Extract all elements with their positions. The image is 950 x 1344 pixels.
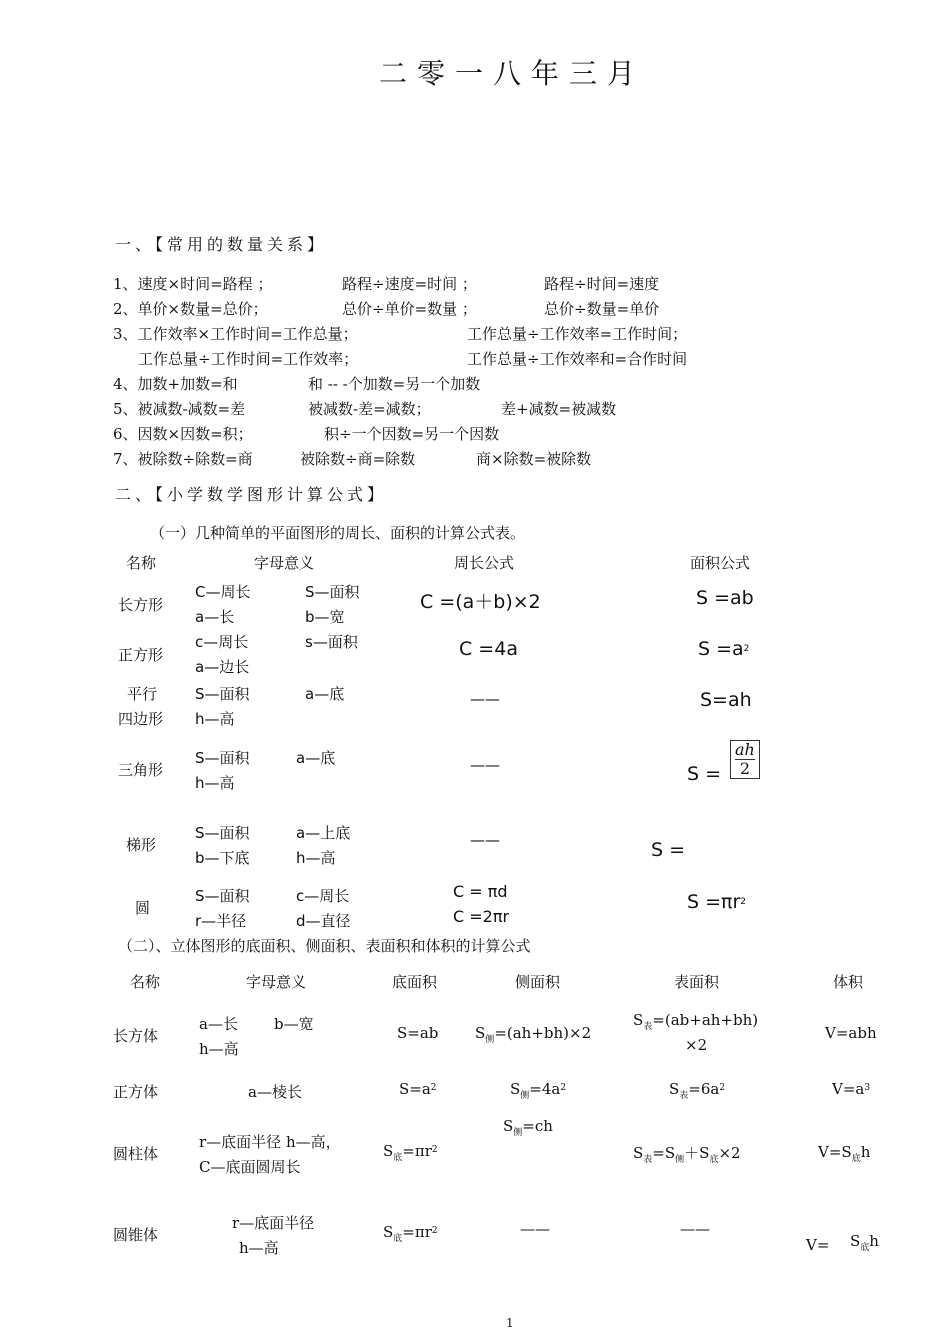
t2-cyl-surf-rest: =S — [652, 1144, 676, 1162]
t2-cube-vol-text: V=a — [832, 1080, 865, 1098]
t2-cone-base-sub: 底 — [393, 1234, 403, 1244]
t2-cone-m2: h—高 — [239, 1239, 279, 1257]
t1-circle-perimeter2: C =2πr — [453, 907, 510, 926]
t1-tri-area: S = — [687, 763, 722, 785]
t2-cube-surf-exp: 2 — [719, 1083, 726, 1093]
t1-trap-m2a: a—上底 — [296, 824, 351, 842]
t2-cube-side — [510, 1080, 566, 1101]
t2-cyl-side — [503, 1117, 553, 1138]
t1-para-m2a: a—底 — [305, 685, 345, 703]
t2-cone-base-s: S — [383, 1223, 394, 1241]
t2-cyl-side-s: S — [503, 1117, 514, 1135]
t2-cube-base-exp: 2 — [430, 1083, 437, 1093]
t1-square-m1b: a—边长 — [195, 658, 250, 676]
t2-cube-volume — [832, 1080, 870, 1098]
t2-cyl-surf-s: S — [633, 1144, 644, 1162]
t1-rect-m1a: C—周长 — [195, 583, 251, 601]
t2-cyl-vol-text: V=S — [818, 1143, 852, 1161]
subsection2-title: （二）、立体图形的底面积、侧面积、表面积和体积的计算公式 — [118, 937, 531, 955]
t1-square-perimeter: C =4a — [459, 638, 518, 660]
t1-para-m1b: h—高 — [195, 710, 235, 728]
t2-cyl-vol-sub: 底 — [851, 1154, 861, 1164]
fraction-numerator: ah — [735, 740, 755, 759]
t2-header-volume: 体积 — [833, 973, 864, 991]
t1-circle-m2a: c—周长 — [296, 887, 350, 905]
t2-cuboid-m1: a—长 — [199, 1015, 238, 1033]
t1-para-area: S=ah — [700, 689, 752, 711]
t1-tri-name: 三角形 — [118, 761, 164, 779]
t2-cyl-base — [383, 1142, 438, 1163]
t2-cone-vol-rest: h — [869, 1232, 879, 1250]
t2-cube-side-sub: 侧 — [520, 1091, 530, 1101]
t2-header-base: 底面积 — [392, 973, 438, 991]
t1-header-meaning: 字母意义 — [254, 554, 315, 572]
t1-trap-perimeter: —— — [470, 831, 500, 849]
t2-cyl-volume — [818, 1143, 870, 1164]
line1-c: 路程÷时间=速度 — [544, 275, 660, 293]
fraction-denominator: 2 — [739, 759, 751, 778]
t1-trap-m1b: b—下底 — [195, 849, 250, 867]
subsection1-title: （一）几种简单的平面图形的周长、面积的计算公式表。 — [150, 524, 526, 542]
t1-rect-name: 长方形 — [118, 596, 164, 614]
line5-a: 5、被减数-减数=差 — [113, 400, 246, 418]
line2-c: 总价÷数量=单价 — [544, 300, 660, 318]
t1-header-perimeter: 周长公式 — [454, 554, 515, 572]
t1-tri-perimeter: —— — [470, 756, 500, 774]
line7-b: 被除数÷商=除数 — [300, 450, 416, 468]
t1-square-m2a: s—面积 — [305, 633, 358, 651]
t2-cyl-base-sub: 底 — [393, 1153, 403, 1163]
t2-cube-base — [399, 1080, 437, 1098]
t2-cube-surf-s: S — [669, 1080, 680, 1098]
t2-cone-surface: —— — [680, 1220, 710, 1238]
t2-cube-vol-exp: 3 — [864, 1083, 871, 1093]
t2-header-surface: 表面积 — [674, 973, 720, 991]
t1-rect-m2b: b—宽 — [305, 608, 345, 626]
t2-cyl-surf-sub3: 底 — [709, 1155, 719, 1165]
t2-cuboid-surf-s: S — [633, 1011, 644, 1029]
t2-cyl-name: 圆柱体 — [113, 1145, 159, 1163]
t1-para-m1a: S—面积 — [195, 685, 250, 703]
t2-cube-m1: a—棱长 — [248, 1083, 302, 1101]
t2-cone-base-rest: =πr — [402, 1223, 432, 1241]
line3-a: 3、工作效率×工作时间=工作总量； — [113, 325, 358, 343]
t2-cuboid-m1b: b—宽 — [274, 1015, 314, 1033]
page-number: 1 — [506, 1316, 514, 1330]
t2-cuboid-side-sub: 侧 — [485, 1035, 495, 1045]
t2-cyl-m2: C—底面圆周长 — [199, 1158, 301, 1176]
t1-rect-perimeter: C =(a＋b)×2 — [420, 591, 541, 613]
t2-cyl-surf-rest2: ＋S — [684, 1144, 710, 1162]
t2-cuboid-surf-sub: 表 — [643, 1022, 653, 1032]
t2-cube-surf-rest: =6a — [688, 1080, 720, 1098]
t2-cuboid-side-rest: =(ah+bh)×2 — [494, 1024, 592, 1042]
t1-para-perimeter: —— — [470, 690, 500, 708]
line3-b: 工作总量÷工作效率=工作时间； — [467, 325, 688, 343]
t1-tri-m1b: h—高 — [195, 774, 235, 792]
t1-square-m1a: c—周长 — [195, 633, 249, 651]
t1-trap-m1a: S—面积 — [195, 824, 250, 842]
t2-cuboid-surface-line2: ×2 — [685, 1036, 708, 1054]
t2-cuboid-volume: V=abh — [825, 1024, 877, 1042]
line6-b: 积÷一个因数=另一个因数 — [324, 425, 500, 443]
t2-cyl-vol-rest: h — [860, 1143, 871, 1161]
t2-cone-volume: V= — [806, 1236, 830, 1254]
t1-circle-m1a: S—面积 — [195, 887, 250, 905]
t1-para-name1: 平行 — [127, 685, 158, 703]
page-title: 二零一八年三月 — [378, 57, 645, 90]
t2-cone-volume2 — [850, 1232, 879, 1253]
line4-b: 和 -- -个加数=另一个加数 — [308, 375, 481, 393]
t2-cyl-surf-rest3: ×2 — [718, 1144, 741, 1162]
t1-header-name: 名称 — [126, 554, 157, 572]
line3c-a: 工作总量÷工作时间=工作效率； — [138, 350, 359, 368]
t2-cube-surf-sub: 表 — [679, 1091, 689, 1101]
line5-b: 被减数-差=减数； — [308, 400, 431, 418]
t2-cyl-surf-sub2: 侧 — [675, 1155, 685, 1165]
t1-circle-name: 圆 — [135, 899, 151, 917]
line7-a: 7、被除数÷除数=商 — [113, 450, 253, 468]
t2-cyl-surface — [633, 1142, 741, 1165]
t2-cuboid-side — [475, 1024, 591, 1045]
t1-tri-m1a: S—面积 — [195, 749, 250, 767]
t1-tri-m2a: a—底 — [296, 749, 336, 767]
t1-square-name: 正方形 — [118, 646, 164, 664]
t2-cone-base-exp: 2 — [431, 1226, 438, 1236]
t2-cyl-base-rest: =πr — [402, 1142, 432, 1160]
t2-cyl-m1: r—底面半径 h—高， — [199, 1133, 341, 1151]
t2-cyl-surf-sub: 表 — [643, 1155, 653, 1165]
t2-cuboid-surface — [633, 1011, 758, 1032]
line1-b: 路程÷速度=时间 ； — [342, 275, 477, 293]
t1-circle-area — [687, 891, 746, 913]
t1-circle-m1b: r—半径 — [195, 912, 247, 930]
t2-cuboid-name: 长方体 — [113, 1027, 159, 1045]
t1-circle-perimeter1: C = πd — [453, 882, 508, 901]
t2-cube-side-rest: =4a — [529, 1080, 561, 1098]
t2-cone-name: 圆锥体 — [113, 1226, 159, 1244]
section1-heading: 一、【常用的数量关系】 — [115, 235, 328, 254]
t1-square-area-exp: 2 — [743, 644, 750, 654]
t2-cuboid-surf-rest: =(ab+ah+bh) — [652, 1011, 759, 1029]
t2-cyl-side-sub: 侧 — [513, 1128, 523, 1138]
t1-trap-name: 梯形 — [126, 836, 157, 854]
t2-cube-name: 正方体 — [113, 1083, 159, 1101]
t2-cyl-base-exp: 2 — [431, 1145, 438, 1155]
t2-cube-side-exp: 2 — [560, 1083, 567, 1093]
t2-cone-m1: r—底面半径 — [232, 1214, 315, 1232]
t2-cone-side: —— — [520, 1220, 550, 1238]
line7-c: 商×除数=被除数 — [476, 450, 592, 468]
t1-circle-area-exp: 2 — [740, 897, 747, 907]
t1-circle-area-text: S =πr — [687, 891, 741, 913]
t1-trap-area: S = — [651, 839, 686, 861]
t1-header-area: 面积公式 — [690, 554, 751, 572]
line3c-b: 工作总量÷工作效率和=合作时间 — [467, 350, 688, 368]
t2-header-side: 侧面积 — [515, 973, 561, 991]
t1-rect-m1b: a—长 — [195, 608, 235, 626]
line2-b: 总价÷单价=数量 ； — [342, 300, 477, 318]
t2-cube-side-s: S — [510, 1080, 521, 1098]
t2-header-meaning: 字母意义 — [246, 973, 307, 991]
t1-circle-m2b: d—直径 — [296, 912, 351, 930]
t2-cyl-side-rest: =ch — [522, 1117, 553, 1135]
t1-tri-fraction — [730, 740, 760, 779]
t2-cuboid-m2: h—高 — [199, 1040, 239, 1058]
t2-header-name: 名称 — [130, 973, 161, 991]
t2-cube-base-text: S=a — [399, 1080, 431, 1098]
line6-a: 6、因数×因数=积； — [113, 425, 253, 443]
t1-para-name2: 四边形 — [118, 710, 164, 728]
t2-cube-surface — [669, 1080, 725, 1101]
line2-a: 2、单价×数量=总价； — [113, 300, 268, 318]
t1-rect-area: S =ab — [696, 587, 754, 609]
t1-square-area — [698, 638, 749, 660]
t1-trap-m2b: h—高 — [296, 849, 336, 867]
t2-cuboid-side-s: S — [475, 1024, 486, 1042]
t2-cone-base — [383, 1223, 438, 1244]
t1-square-area-text: S =a — [698, 638, 744, 660]
t2-cone-vol-s: S — [850, 1232, 861, 1250]
line4-a: 4、加数+加数=和 — [113, 375, 238, 393]
t2-cyl-base-s: S — [383, 1142, 394, 1160]
t1-rect-m2a: S—面积 — [305, 583, 360, 601]
fraction-box — [730, 740, 760, 779]
t2-cone-vol-sub: 底 — [860, 1243, 870, 1253]
line5-c: 差+减数=被减数 — [501, 400, 617, 418]
line1-a: 1、速度×时间=路程 ； — [113, 275, 273, 293]
section2-heading: 二、【小学数学图形计算公式】 — [115, 485, 388, 504]
t2-cuboid-base: S=ab — [397, 1024, 439, 1042]
